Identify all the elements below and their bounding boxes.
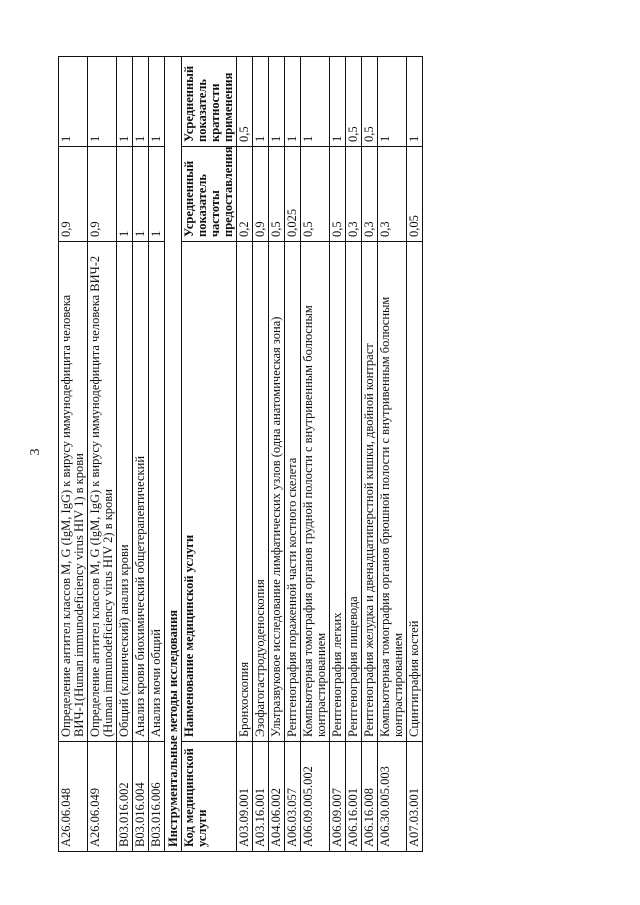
frequency-value: 0,9 [253,147,269,242]
service-name: Ультразвуковое исследование лимфатических узлов (одна анатомическая зона) [269,242,285,742]
table-row [285,57,301,852]
service-name: Определение антител классов M, G (IgM, IgG) к вирусу иммунодефицита человека ВИЧ-1(Human immunodeficiency virus HIV 1) в крови [59,242,88,742]
service-name: Рентгенография пищевода [346,242,362,742]
multiplicity-value: 0,5 [346,57,362,147]
table-row [117,57,133,852]
service-name: Компьютерная томография органов грудной полости с внутривенным болюсным контрастированием [301,242,330,742]
frequency-value: 0,3 [346,147,362,242]
frequency-value: 0,5 [301,147,330,242]
table-row [378,57,407,852]
table-row [346,57,362,852]
frequency-value: 0,025 [285,147,301,242]
header-multiplicity: Усредненный показатель кратности применения [182,57,237,147]
header-frequency: Усредненный показатель частоты предоставления [182,147,237,242]
table-row [330,57,346,852]
table-row [269,57,285,852]
instrumental-section [165,57,237,852]
multiplicity-value: 0,5 [237,57,253,147]
service-code: A06.16.001 [346,742,362,852]
service-name: Компьютерная томография органов брюшной полости с внутривенным болюсным контрастированием [378,242,407,742]
header-code: Код медицинской услуги [182,742,237,852]
frequency-value: 0,5 [330,147,346,242]
service-code: A07.03.001 [407,742,423,852]
service-code: A26.06.048 [59,742,88,852]
service-name: Рентгенография легких [330,242,346,742]
multiplicity-value: 1 [378,57,407,147]
service-code: B03.016.002 [117,742,133,852]
multiplicity-value: 1 [269,57,285,147]
frequency-value: 1 [133,147,149,242]
service-code: A03.16.001 [253,742,269,852]
service-name: Общий (клинический) анализ крови [117,242,133,742]
service-code: A06.09.007 [330,742,346,852]
table-row [362,57,378,852]
table-row [407,57,423,852]
service-code: A04.06.002 [269,742,285,852]
multiplicity-value: 1 [301,57,330,147]
service-name: Анализ мочи общий [149,242,165,742]
table-header-row [182,57,237,852]
frequency-value: 0,3 [378,147,407,242]
table-row [253,57,269,852]
frequency-value: 0,9 [59,147,88,242]
services-table [58,56,423,852]
service-name: Рентгенография пораженной части костного скелета [285,242,301,742]
table-row [149,57,165,852]
multiplicity-value: 1 [88,57,117,147]
service-name: Анализ крови биохимический общетерапевтический [133,242,149,742]
frequency-value: 1 [149,147,165,242]
frequency-value: 0,3 [362,147,378,242]
section-row [165,57,182,852]
instrumental-tests-body [237,57,423,852]
service-name: Сцинтиграфия костей [407,242,423,742]
frequency-value: 0,5 [269,147,285,242]
lab-tests-body [59,57,165,852]
service-name: Эзофагогастродуоденоскопия [253,242,269,742]
table-row [301,57,330,852]
service-code: B03.016.004 [133,742,149,852]
multiplicity-value: 0,5 [362,57,378,147]
service-code: A06.09.005.002 [301,742,330,852]
table-row [88,57,117,852]
multiplicity-value: 1 [330,57,346,147]
service-name: Рентгенография желудка и двенадцатиперстной кишки, двойной контраст [362,242,378,742]
table-row [59,57,88,852]
multiplicity-value: 1 [59,57,88,147]
page-number: 3 [28,448,43,456]
section-title: Инструментальные методы исследования [165,57,182,852]
frequency-value: 0,2 [237,147,253,242]
frequency-value: 0,9 [88,147,117,242]
multiplicity-value: 1 [285,57,301,147]
service-code: A06.16.008 [362,742,378,852]
service-code: A06.03.057 [285,742,301,852]
rotated-content [58,57,610,852]
service-code: A06.30.005.003 [378,742,407,852]
service-code: A03.09.001 [237,742,253,852]
table-row [237,57,253,852]
multiplicity-value: 1 [253,57,269,147]
table-row [133,57,149,852]
service-name: Определение антител классов M, G (IgM, IgG) к вирусу иммунодефицита человека ВИЧ-2 (Human immunodeficiency virus HIV 2) в крови [88,242,117,742]
multiplicity-value: 1 [407,57,423,147]
multiplicity-value: 1 [117,57,133,147]
multiplicity-value: 1 [133,57,149,147]
frequency-value: 0,05 [407,147,423,242]
frequency-value: 1 [117,147,133,242]
service-code: A26.06.049 [88,742,117,852]
service-code: B03.016.006 [149,742,165,852]
multiplicity-value: 1 [149,57,165,147]
header-name: Наименование медицинской услуги [182,242,237,742]
service-name: Бронхоскопия [237,242,253,742]
